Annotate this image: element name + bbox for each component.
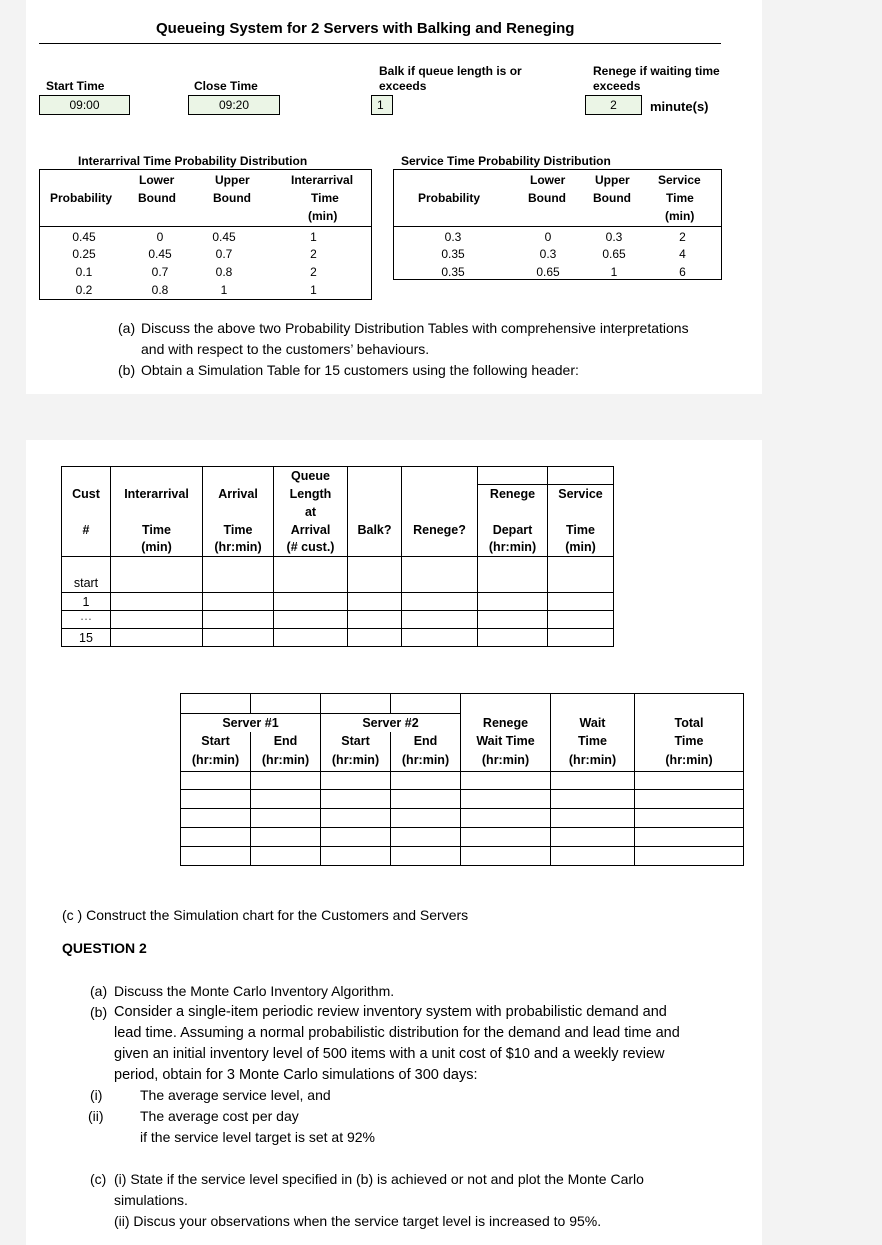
- table-cell: 0.45: [72, 229, 96, 244]
- header-cell: [402, 503, 478, 521]
- q2-c-line2: simulations.: [114, 1192, 188, 1208]
- header-cell: (min): [111, 539, 203, 557]
- customer-simulation-table: [61, 466, 614, 647]
- ia-header-lower-2: Bound: [138, 191, 176, 205]
- ia-header-lower-1: Lower: [139, 173, 175, 187]
- row-label: start: [62, 575, 111, 593]
- header-cell: [181, 694, 251, 714]
- header-cell: #: [62, 521, 111, 539]
- table-cell: 0.45: [148, 247, 172, 261]
- header-cell: (hr:min): [391, 750, 461, 772]
- ia-header-prob: Probability: [50, 191, 113, 205]
- table-header-row: [181, 694, 744, 714]
- header-cell: [391, 694, 461, 714]
- table-header-row: [62, 467, 614, 485]
- table-cell[interactable]: [181, 828, 251, 847]
- header-cell: Time: [111, 521, 203, 539]
- header-cell: Start: [321, 732, 391, 750]
- q2-c-line3: (ii) Discus your observations when the service target level is increased to 95%.: [114, 1213, 602, 1229]
- table-cell[interactable]: [551, 772, 635, 790]
- header-cell: Renege: [478, 485, 548, 503]
- table-header-row: [62, 539, 614, 557]
- service-table-body: [394, 228, 721, 280]
- table-cell[interactable]: [203, 629, 274, 647]
- table-cell[interactable]: [548, 629, 614, 647]
- header-cell: [402, 467, 478, 485]
- q2-ii-label: (ii): [88, 1108, 104, 1124]
- header-cell: [348, 467, 402, 485]
- title-divider: [39, 43, 721, 44]
- table-cell[interactable]: [321, 790, 391, 809]
- header-cell: [111, 503, 203, 521]
- table-cell: 1: [220, 283, 228, 297]
- header-cell: [62, 503, 111, 521]
- table-cell[interactable]: [548, 593, 614, 611]
- q1-b-label: (b): [118, 362, 136, 378]
- table-row: [62, 575, 614, 593]
- svc-header-upper-1: Upper: [595, 173, 630, 187]
- header-cell: End: [251, 732, 321, 750]
- table-cell[interactable]: [478, 575, 548, 593]
- table-cell[interactable]: [391, 790, 461, 809]
- table-row: [181, 809, 744, 828]
- header-cell: Cust: [62, 485, 111, 503]
- header-cell: [478, 503, 548, 521]
- table-cell: 0.8: [151, 283, 169, 297]
- table-cell[interactable]: [203, 575, 274, 593]
- table-cell[interactable]: [391, 772, 461, 790]
- table-cell[interactable]: [461, 828, 551, 847]
- table-cell[interactable]: [635, 847, 744, 866]
- table-cell: 0: [544, 229, 552, 244]
- table-cell[interactable]: [274, 611, 348, 629]
- table-cell: [203, 557, 274, 575]
- table-cell: 1: [310, 229, 317, 244]
- table-cell[interactable]: [321, 828, 391, 847]
- svc-header-prob: Probability: [418, 191, 481, 205]
- header-cell: (# cust.): [274, 539, 348, 557]
- table-cell[interactable]: [274, 575, 348, 593]
- header-cell: [551, 694, 635, 714]
- table-cell[interactable]: [635, 790, 744, 809]
- q2-b-line3: given an initial inventory level of 500 items with a unit cost of $10 and a weekly review: [114, 1046, 665, 1062]
- table-cell[interactable]: [181, 847, 251, 866]
- table-cell[interactable]: [111, 593, 203, 611]
- header-cell: End: [391, 732, 461, 750]
- table-cell: 0.35: [441, 264, 465, 279]
- table-row: [181, 828, 744, 847]
- table-cell[interactable]: [635, 828, 744, 847]
- balk-label-line1: Balk if queue length is or: [379, 64, 522, 78]
- table-cell: 0.8: [215, 265, 233, 279]
- header-cell: (min): [548, 539, 614, 557]
- table-cell[interactable]: [181, 809, 251, 828]
- table-cell[interactable]: [321, 809, 391, 828]
- table-cell[interactable]: [391, 828, 461, 847]
- header-cell: (hr:min): [181, 750, 251, 772]
- row-label: …: [62, 611, 111, 629]
- table-cell[interactable]: [478, 629, 548, 647]
- table-cell[interactable]: [402, 611, 478, 629]
- start-time-input[interactable]: 09:00: [39, 95, 130, 115]
- header-cell: Total: [635, 714, 744, 732]
- table-cell[interactable]: [548, 611, 614, 629]
- table-cell[interactable]: [321, 847, 391, 866]
- q2-b-line4: period, obtain for 3 Monte Carlo simulations of 300 days:: [114, 1067, 478, 1083]
- q2-b-line1: Consider a single-item periodic review inventory system with probabilistic demand and: [114, 1004, 667, 1020]
- q1-a-label: (a): [118, 320, 136, 336]
- table-cell[interactable]: [461, 772, 551, 790]
- q1-c-text: (c ) Construct the Simulation chart for the Customers and Servers: [62, 907, 469, 923]
- table-header-row: [181, 714, 744, 732]
- header-cell: Time: [548, 521, 614, 539]
- header-cell: [203, 503, 274, 521]
- table-cell[interactable]: [251, 828, 321, 847]
- table-header-row: [181, 750, 744, 772]
- table-cell: 0: [156, 229, 164, 244]
- close-time-label: Close Time: [194, 79, 258, 93]
- table-row: [181, 847, 744, 866]
- table-cell[interactable]: [551, 847, 635, 866]
- table-row: [62, 557, 614, 575]
- header-cell: [402, 539, 478, 557]
- table-cell[interactable]: [548, 575, 614, 593]
- header-cell: Length: [274, 485, 348, 503]
- table-cell: 0.3: [539, 247, 557, 261]
- table-cell[interactable]: [251, 790, 321, 809]
- header-cell: Time: [203, 521, 274, 539]
- header-cell: [62, 539, 111, 557]
- header-cell: [203, 467, 274, 485]
- header-cell: (hr:min): [478, 539, 548, 557]
- header-cell: [461, 694, 551, 714]
- q2-b-label: (b): [90, 1004, 108, 1020]
- header-cell: (hr:min): [635, 750, 744, 772]
- table-cell[interactable]: [203, 593, 274, 611]
- table-cell: 0.3: [605, 229, 623, 244]
- table-cell: 2: [310, 247, 317, 261]
- table-cell[interactable]: [111, 575, 203, 593]
- interarrival-header-rule: [39, 226, 372, 227]
- table-cell[interactable]: [478, 611, 548, 629]
- table-cell[interactable]: [348, 575, 402, 593]
- table-cell: [348, 557, 402, 575]
- table-cell[interactable]: [348, 611, 402, 629]
- question2-heading: QUESTION 2: [62, 940, 147, 956]
- q2-i-text: The average service level, and: [140, 1087, 331, 1103]
- row-label: 1: [62, 593, 111, 611]
- table-cell[interactable]: [251, 847, 321, 866]
- table-cell: 2: [679, 229, 686, 244]
- header-cell: Time: [551, 732, 635, 750]
- header-cell: [348, 503, 402, 521]
- svc-header-time-2: Time: [666, 191, 694, 205]
- table-cell: 0.25: [72, 247, 96, 261]
- table-cell: 1: [310, 283, 317, 297]
- svc-header-upper-2: Bound: [593, 191, 631, 205]
- table-cell[interactable]: [551, 828, 635, 847]
- q2-c-label: (c): [90, 1171, 107, 1187]
- table-row: [62, 629, 614, 647]
- svc-header-lower-1: Lower: [530, 173, 566, 187]
- table-cell[interactable]: [461, 790, 551, 809]
- q2-ii-continuation: if the service level target is set at 92%: [140, 1129, 375, 1145]
- header-cell: Arrival: [203, 485, 274, 503]
- table-cell[interactable]: [251, 809, 321, 828]
- table-cell[interactable]: [391, 847, 461, 866]
- header-cell: Depart: [478, 521, 548, 539]
- q2-c-line1: (i) State if the service level specified in (b) is achieved or not and plot the Monte Carlo: [114, 1171, 644, 1187]
- table-header-row: [62, 485, 614, 503]
- balk-label-line2: exceeds: [379, 79, 427, 93]
- table-cell[interactable]: [461, 809, 551, 828]
- table-cell[interactable]: [274, 629, 348, 647]
- table-cell: [548, 557, 614, 575]
- renege-unit-label: minute(s): [650, 99, 709, 114]
- header-cell: at: [274, 503, 348, 521]
- svc-header-lower-2: Bound: [528, 191, 566, 205]
- table-cell: [402, 557, 478, 575]
- table-cell[interactable]: [461, 847, 551, 866]
- header-cell: [321, 694, 391, 714]
- table-cell[interactable]: [402, 629, 478, 647]
- table-cell: 0.35: [441, 247, 465, 261]
- table-row: [181, 772, 744, 790]
- table-row: [40, 228, 371, 245]
- table-cell[interactable]: [402, 575, 478, 593]
- header-cell: Service: [548, 485, 614, 503]
- table-cell: 6: [679, 264, 686, 279]
- table-cell: 2: [310, 265, 317, 279]
- header-cell: (hr:min): [251, 750, 321, 772]
- q1-b-line1: Obtain a Simulation Table for 15 customers using the following header:: [141, 362, 579, 378]
- header-cell: [348, 539, 402, 557]
- balk-threshold-input[interactable]: 1: [371, 95, 393, 115]
- page-title: Queueing System for 2 Servers with Balking and Reneging: [156, 20, 575, 37]
- table-row: [62, 593, 614, 611]
- interarrival-table-body: [40, 228, 371, 299]
- table-cell[interactable]: [348, 629, 402, 647]
- header-cell: (hr:min): [203, 539, 274, 557]
- header-cell: (hr:min): [461, 750, 551, 772]
- table-cell[interactable]: [402, 593, 478, 611]
- table-cell: [111, 557, 203, 575]
- table-row: [40, 281, 371, 299]
- svc-header-time-1: Service: [658, 173, 701, 187]
- q1-a-line1: Discuss the above two Probability Distribution Tables with comprehensive interpretations: [141, 320, 689, 336]
- table-row: [40, 245, 371, 263]
- table-cell[interactable]: [635, 772, 744, 790]
- table-cell[interactable]: [251, 772, 321, 790]
- table-cell: [62, 557, 111, 575]
- header-cell: [348, 485, 402, 503]
- ia-header-time-1: Interarrival: [291, 173, 354, 187]
- q2-ii-text: The average cost per day: [140, 1108, 299, 1124]
- q2-a-label: (a): [90, 983, 108, 999]
- table-cell[interactable]: [391, 809, 461, 828]
- table-row: [181, 790, 744, 809]
- renege-label-line2: exceeds: [593, 79, 641, 93]
- table-cell[interactable]: [181, 790, 251, 809]
- table-cell: 0.3: [444, 229, 462, 244]
- ia-header-upper-1: Upper: [215, 173, 250, 187]
- table-cell[interactable]: [203, 611, 274, 629]
- ia-header-time-3: (min): [308, 209, 338, 223]
- close-time-input[interactable]: 09:20: [188, 95, 280, 115]
- svc-header-time-3: (min): [665, 209, 695, 223]
- header-cell: [251, 694, 321, 714]
- table-cell: 4: [679, 247, 686, 261]
- interarrival-table-title: Interarrival Time Probability Distribution: [78, 154, 308, 168]
- service-header-rule: [393, 226, 722, 227]
- header-cell: Renege: [461, 714, 551, 732]
- header-cell: Renege?: [402, 521, 478, 539]
- service-table-title: Service Time Probability Distribution: [401, 154, 611, 168]
- q1-a-line2: and with respect to the customers’ behaviours.: [141, 341, 430, 357]
- server-simulation-table: [180, 693, 744, 866]
- q2-i-label: (i): [90, 1087, 103, 1103]
- table-cell: 0.7: [151, 265, 169, 279]
- header-cell: [111, 467, 203, 485]
- header-cell: Interarrival: [111, 485, 203, 503]
- table-header-row: [62, 521, 614, 539]
- header-cell: (hr:min): [551, 750, 635, 772]
- header-cell: [548, 467, 614, 485]
- table-cell[interactable]: [274, 593, 348, 611]
- header-cell: Time: [635, 732, 744, 750]
- header-cell: [478, 467, 548, 485]
- table-cell: 0.65: [602, 247, 626, 261]
- table-row: [62, 611, 614, 629]
- renege-threshold-input[interactable]: 2: [585, 95, 642, 115]
- table-header-row: [62, 503, 614, 521]
- table-row: [40, 263, 371, 281]
- header-cell: Start: [181, 732, 251, 750]
- table-cell[interactable]: [348, 593, 402, 611]
- server1-group-header: Server #1: [181, 714, 321, 732]
- ia-header-time-2: Time: [311, 191, 339, 205]
- table-cell[interactable]: [551, 809, 635, 828]
- header-cell: (hr:min): [321, 750, 391, 772]
- renege-label-line1: Renege if waiting time: [593, 64, 720, 78]
- header-cell: [635, 694, 744, 714]
- header-cell: [62, 467, 111, 485]
- table-cell: 0.1: [75, 265, 93, 279]
- header-cell: Wait Time: [461, 732, 551, 750]
- header-cell: [548, 503, 614, 521]
- header-cell: Balk?: [348, 521, 402, 539]
- table-cell[interactable]: [551, 790, 635, 809]
- server2-group-header: Server #2: [321, 714, 461, 732]
- table-cell[interactable]: [181, 772, 251, 790]
- table-cell: 0.2: [75, 283, 93, 297]
- table-cell[interactable]: [321, 772, 391, 790]
- table-cell: [274, 557, 348, 575]
- table-row: [394, 228, 721, 245]
- table-cell: 0.65: [536, 264, 560, 279]
- start-time-label: Start Time: [46, 79, 105, 93]
- header-cell: Arrival: [274, 521, 348, 539]
- table-cell: 0.45: [212, 229, 236, 244]
- table-header-row: [181, 732, 744, 750]
- table-cell[interactable]: [478, 593, 548, 611]
- header-cell: [402, 485, 478, 503]
- header-cell: Wait: [551, 714, 635, 732]
- row-label: 15: [62, 629, 111, 647]
- table-row: [394, 263, 721, 280]
- table-cell[interactable]: [111, 629, 203, 647]
- table-cell: [478, 557, 548, 575]
- table-cell: 1: [610, 264, 618, 279]
- q2-b-line2: lead time. Assuming a normal probabilistic distribution for the demand and lead time and: [114, 1025, 680, 1041]
- ia-header-upper-2: Bound: [213, 191, 251, 205]
- table-cell[interactable]: [111, 611, 203, 629]
- table-row: [394, 245, 721, 263]
- q2-a-text: Discuss the Monte Carlo Inventory Algorithm.: [114, 983, 395, 999]
- table-cell: 0.7: [215, 247, 233, 261]
- header-cell: Queue: [274, 467, 348, 485]
- table-cell[interactable]: [635, 809, 744, 828]
